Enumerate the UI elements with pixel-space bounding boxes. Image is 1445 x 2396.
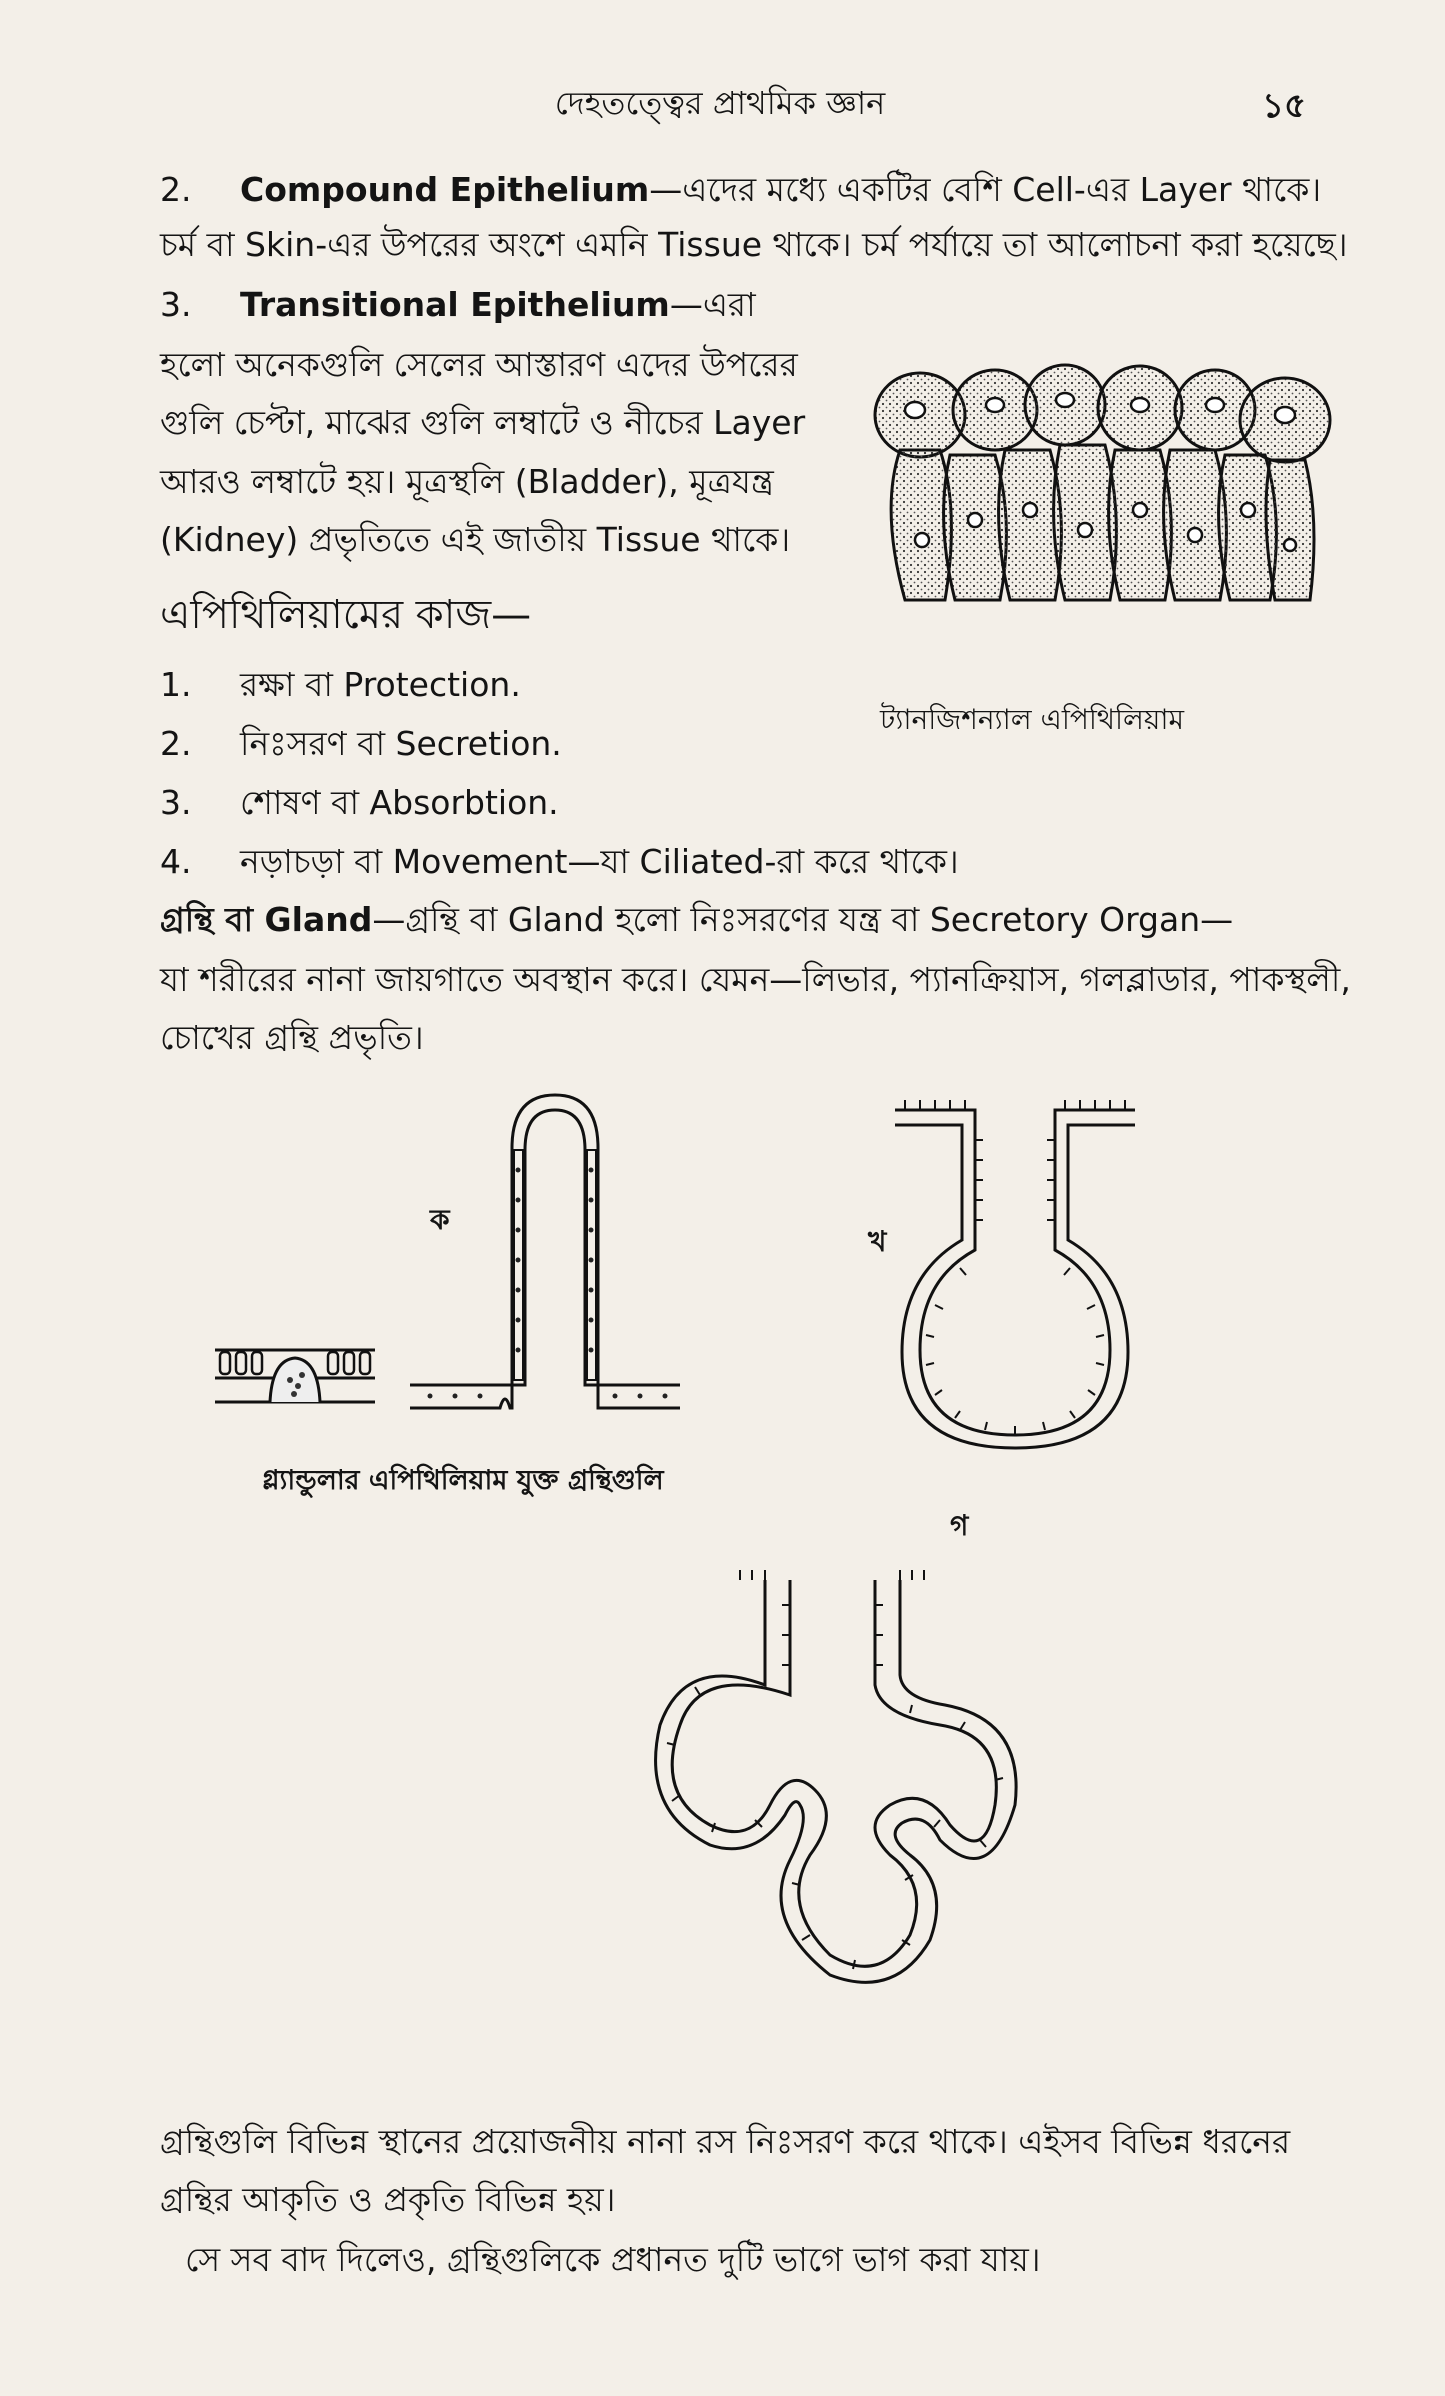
- transitional-text-line: আরও লম্বাটে হয়। মূত্রস্থলি (Bladder), মূত্রযন্ত্র: [160, 462, 774, 501]
- item-number: 2.: [160, 170, 192, 209]
- figure-label-ka: ক: [430, 1203, 450, 1236]
- function-text: নড়াচড়া বা Movement—যা Ciliated-রা করে থাকে।: [240, 842, 959, 881]
- function-item: [160, 724, 562, 764]
- function-text: নিঃসরণ বা Secretion.: [240, 724, 562, 763]
- function-text: রক্ষা বা Protection.: [240, 665, 521, 704]
- transitional-text-line: গুলি চেপ্টা, মাঝের গুলি লম্বাটে ও নীচের Layer: [160, 403, 806, 442]
- function-text: শোষণ বা Absorbtion.: [240, 783, 559, 822]
- gland-description: —গ্রন্থি বা Gland হলো নিঃসরণের যন্ত্র বা Secretory Organ—: [372, 900, 1234, 939]
- item-number: 4.: [160, 842, 192, 881]
- transitional-description: —এরা: [669, 285, 756, 324]
- transitional-epithelium-illustration: [860, 360, 1350, 610]
- page-number: ১৫: [1262, 86, 1307, 126]
- item-number: 3.: [160, 783, 192, 822]
- gland-figure-caption: গ্ল্যান্ডুলার এপিথিলিয়াম যুক্ত গ্রন্থিগুলি: [262, 1465, 664, 1496]
- function-item: [160, 783, 559, 823]
- term-gland: গ্রন্থি বা Gland: [160, 900, 373, 939]
- compound-epithelium-line1: [160, 170, 1321, 210]
- transitional-text-line: (Kidney) প্রভৃতিতে এই জাতীয় Tissue থাকে।: [160, 520, 791, 559]
- transitional-text-line: হলো অনেকগুলি সেলের আস্তারণ এদের উপরের: [160, 345, 798, 384]
- function-item: [160, 842, 959, 882]
- figure-label-ga: গ: [950, 1509, 969, 1542]
- functions-heading: এপিথিলিয়ামের কাজ—: [160, 592, 532, 638]
- item-number: 3.: [160, 285, 192, 324]
- closing-line1: গ্রন্থিগুলি বিভিন্ন স্থানের প্রয়োজনীয় নানা রস নিঃসরণ করে থাকে। এইসব বিভিন্ন ধরনের: [160, 2122, 1291, 2161]
- gland-definition-line2: যা শরীরের নানা জায়গাতে অবস্থান করে। যেমন—লিভার, প্যানক্রিয়াস, গলব্লাডার, পাকস্থলী,: [160, 960, 1351, 999]
- gland-figure-ga-branched: [640, 1565, 1020, 1985]
- gland-figure-ka-tubular: [400, 1090, 690, 1410]
- term-transitional-epithelium: Transitional Epithelium: [240, 285, 670, 324]
- gland-figure-kha-flask: [890, 1090, 1140, 1450]
- transitional-caption: ট্যানজিশন্যাল এপিথিলিয়াম: [880, 703, 1185, 736]
- gland-figure-surface: [210, 1330, 380, 1415]
- transitional-epithelium-line1: [160, 285, 756, 325]
- gland-definition-line1: [160, 900, 1233, 940]
- closing-line2: গ্রন্থির আকৃতি ও প্রকৃতি বিভিন্ন হয়।: [160, 2180, 616, 2219]
- item-number: 2.: [160, 724, 192, 763]
- compound-description: —এদের মধ্যে একটির বেশি Cell-এর Layer থাকে।: [649, 170, 1322, 209]
- compound-epithelium-line2: চর্ম বা Skin-এর উপরের অংশে এমনি Tissue থাকে। চর্ম পর্যায়ে তা আলোচনা করা হয়েছে।: [160, 225, 1348, 264]
- gland-definition-line3: চোখের গ্রন্থি প্রভৃতি।: [160, 1018, 424, 1057]
- item-number: 1.: [160, 665, 192, 704]
- function-item: [160, 665, 521, 705]
- term-compound-epithelium: Compound Epithelium: [240, 170, 650, 209]
- figure-label-kha: খ: [868, 1225, 887, 1258]
- closing-line3: সে সব বাদ দিলেও, গ্রন্থিগুলিকে প্রধানত দুটি ভাগে ভাগ করা যায়।: [185, 2240, 1041, 2279]
- running-header: দেহতত্ত্বের প্রাথমিক জ্ঞান: [554, 84, 886, 122]
